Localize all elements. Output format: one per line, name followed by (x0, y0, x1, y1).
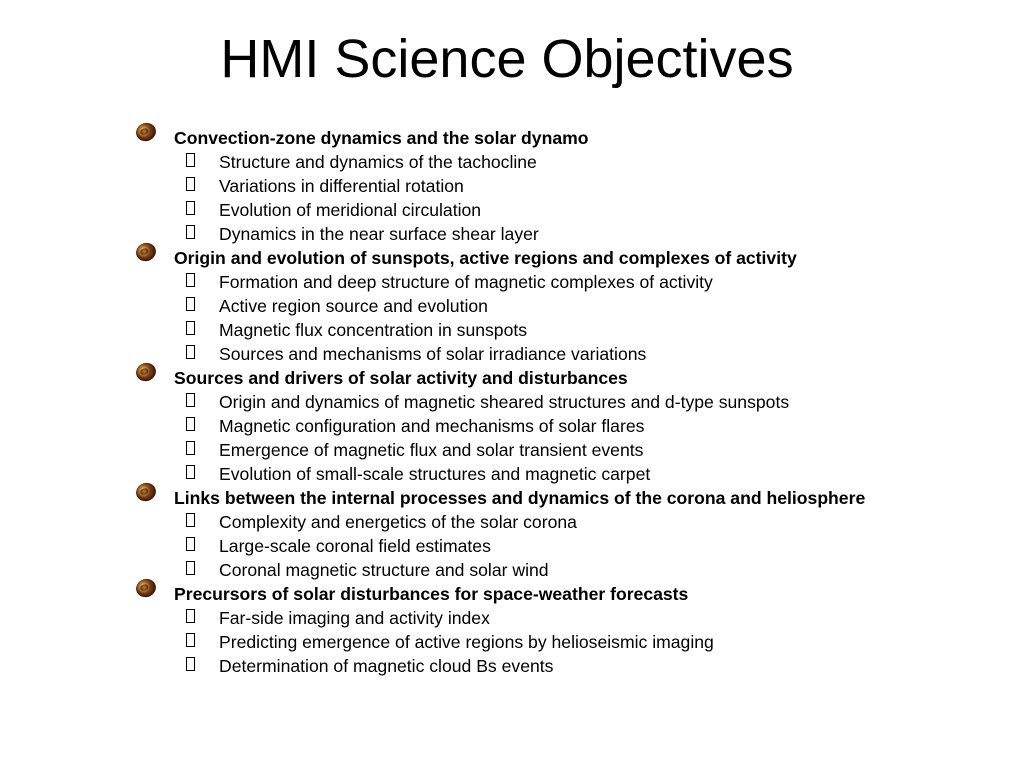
box-bullet-icon (186, 513, 195, 527)
list-item (136, 294, 1016, 318)
objectives-outline (136, 126, 1016, 678)
list-item (136, 174, 1016, 198)
list-item-label: Evolution of meridional circulation (219, 200, 482, 220)
box-bullet-icon (186, 225, 195, 239)
sub-list (136, 150, 1016, 246)
section-solar-activity-drivers (136, 366, 1016, 486)
sunspot-bullet-icon (134, 120, 159, 144)
box-bullet-icon (186, 561, 195, 575)
list-item (136, 342, 1016, 366)
section-header (136, 246, 1016, 270)
box-bullet-icon (186, 417, 195, 431)
list-item (136, 654, 1016, 678)
list-item-label: Dynamics in the near surface shear layer (219, 224, 539, 244)
list-item (136, 318, 1016, 342)
list-item-label: Emergence of magnetic flux and solar transient events (219, 440, 644, 460)
section-header (136, 486, 1016, 510)
section-convection-zone (136, 126, 1016, 246)
section-space-weather-precursors (136, 582, 1016, 678)
list-item (136, 222, 1016, 246)
section-corona-heliosphere-links (136, 486, 1016, 582)
section-header (136, 582, 1016, 606)
list-item (136, 150, 1016, 174)
list-item (136, 198, 1016, 222)
list-item (136, 438, 1016, 462)
box-bullet-icon (186, 273, 195, 287)
list-item (136, 414, 1016, 438)
list-item-label: Determination of magnetic cloud Bs events (219, 656, 554, 676)
list-item-label: Sources and mechanisms of solar irradiance variations (219, 344, 647, 364)
list-item-label: Coronal magnetic structure and solar wind (219, 560, 549, 580)
box-bullet-icon (186, 633, 195, 647)
box-bullet-icon (186, 321, 195, 335)
list-item (136, 630, 1016, 654)
list-item-label: Predicting emergence of active regions by helioseismic imaging (219, 632, 714, 652)
list-item (136, 270, 1016, 294)
list-item (136, 534, 1016, 558)
section-label: Convection-zone dynamics and the solar dynamo (174, 128, 589, 148)
box-bullet-icon (186, 297, 195, 311)
list-item (136, 606, 1016, 630)
box-bullet-icon (186, 441, 195, 455)
sub-list (136, 510, 1016, 582)
section-header (136, 366, 1016, 390)
list-item (136, 510, 1016, 534)
list-item-label: Structure and dynamics of the tachocline (219, 152, 537, 172)
box-bullet-icon (186, 153, 195, 167)
slide-title: HMI Science Objectives (220, 29, 794, 89)
list-item-label: Formation and deep structure of magnetic complexes of activity (219, 272, 713, 292)
sub-list (136, 606, 1016, 678)
section-label: Sources and drivers of solar activity and disturbances (174, 368, 628, 388)
box-bullet-icon (186, 201, 195, 215)
list-item-label: Variations in differential rotation (219, 176, 464, 196)
box-bullet-icon (186, 393, 195, 407)
sub-list (136, 270, 1016, 366)
list-item-label: Evolution of small-scale structures and magnetic carpet (219, 464, 651, 484)
box-bullet-icon (186, 465, 195, 479)
list-item-label: Large-scale coronal field estimates (219, 536, 491, 556)
list-item-label: Far-side imaging and activity index (219, 608, 490, 628)
section-sunspots-active-regions (136, 246, 1016, 366)
list-item-label: Origin and dynamics of magnetic sheared structures and d-type sunspots (219, 392, 790, 412)
box-bullet-icon (186, 177, 195, 191)
box-bullet-icon (186, 609, 195, 623)
section-label: Links between the internal processes and dynamics of the corona and heliosphere (174, 488, 866, 508)
box-bullet-icon (186, 345, 195, 359)
box-bullet-icon (186, 657, 195, 671)
list-item-label: Magnetic flux concentration in sunspots (219, 320, 528, 340)
sub-list (136, 390, 1016, 486)
list-item (136, 462, 1016, 486)
list-item-label: Active region source and evolution (219, 296, 488, 316)
section-label: Precursors of solar disturbances for space-weather forecasts (174, 584, 689, 604)
list-item (136, 558, 1016, 582)
box-bullet-icon (186, 537, 195, 551)
section-label: Origin and evolution of sunspots, active regions and complexes of activity (174, 248, 797, 268)
list-item-label: Magnetic configuration and mechanisms of solar flares (219, 416, 645, 436)
section-header (136, 126, 1016, 150)
list-item (136, 390, 1016, 414)
list-item-label: Complexity and energetics of the solar corona (219, 512, 577, 532)
